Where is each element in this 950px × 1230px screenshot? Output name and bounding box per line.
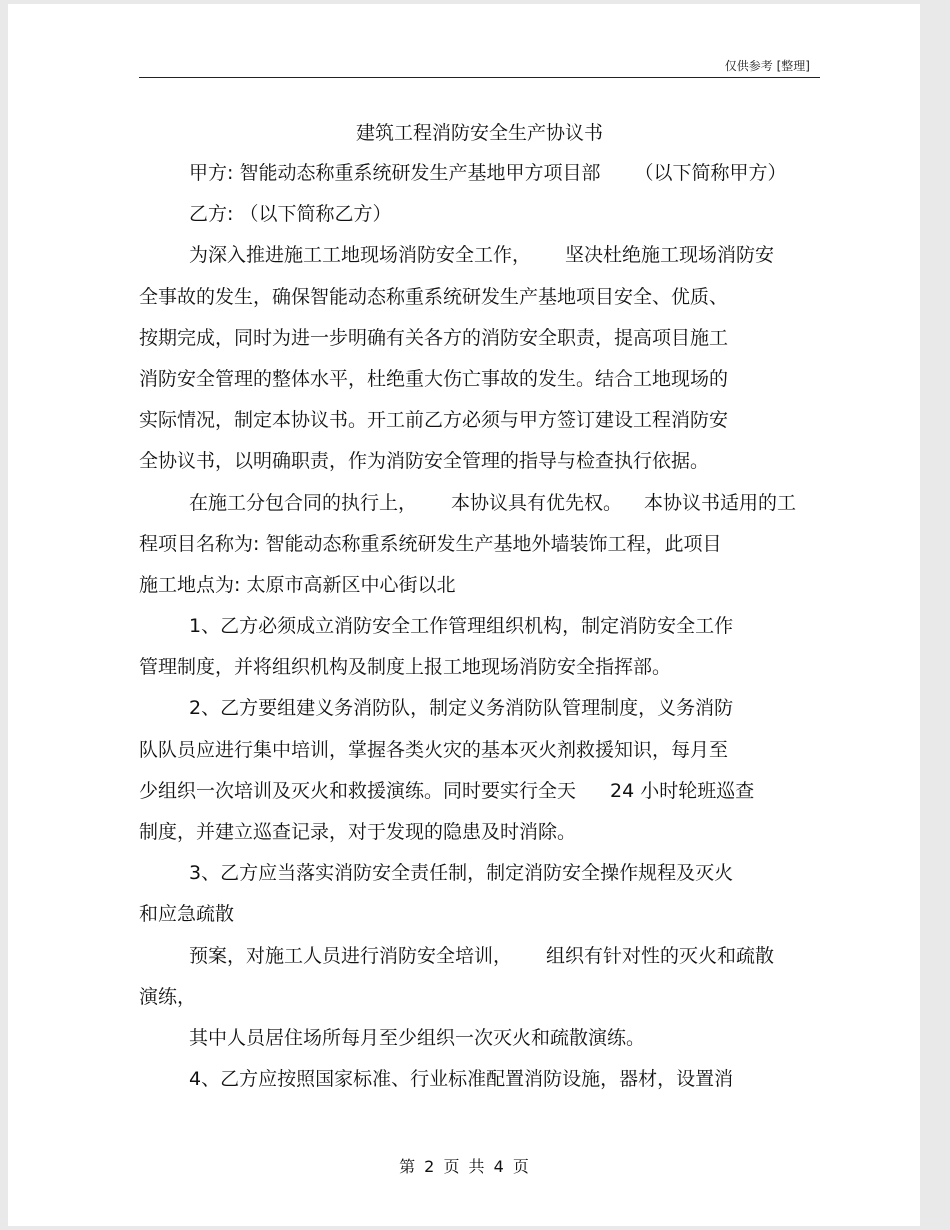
text-segment: 按期完成，同时为进一步明确有关各方的消防安全职责，提高项目施工 [139, 326, 729, 349]
text-segment: 4、乙方应按照国家标准、行业标准配置消防设施，器材，设置消 [189, 1068, 734, 1091]
header-note: 仅供参考 [724, 59, 773, 73]
text-line [139, 812, 820, 853]
text-line [139, 730, 820, 771]
text-line [139, 1018, 820, 1059]
text-segment: 在施工分包合同的执行上， [189, 491, 418, 514]
text-line [139, 771, 820, 812]
text-segment: 乙方: （以下简称乙方） [189, 203, 392, 226]
text-segment: 实际情况，制定本协议书。开工前乙方必须与甲方签订建设工程消防安 [139, 409, 729, 432]
text-segment: 演练， [139, 985, 197, 1008]
text-segment: （以下简称甲方） [634, 162, 787, 184]
text-segment: 坚决杜绝施工现场消防安 [565, 244, 775, 267]
text-line [139, 936, 820, 977]
text-line [139, 894, 820, 935]
text-line [139, 606, 820, 647]
text-segment: 本协议具有优先权。 [451, 491, 623, 514]
text-segment: 1、乙方必须成立消防安全工作管理组织机构，制定消防安全工作 [189, 615, 734, 638]
text-line [139, 647, 820, 688]
text-segment: 全协议书，以明确职责，作为消防安全管理的指导与检查执行依据。 [139, 450, 710, 473]
text-line [139, 483, 820, 524]
text-line [139, 359, 820, 400]
text-segment: 全事故的发生，确保智能动态称重系统研发生产基地项目安全、优质、 [139, 285, 729, 308]
document-title: 建筑工程消防安全生产协议书 [355, 122, 603, 144]
text-segment: 24 小时轮班巡查 [610, 779, 755, 802]
text-segment: 制度，并建立巡查记录，对于发现的隐患及时消除。 [139, 821, 577, 843]
page-footer: 第 2 页 共 4 页 [399, 1157, 529, 1176]
text-segment: 施工地点为: 太原市高新区中心街以北 [139, 573, 456, 596]
text-segment: 其中人员居住场所每月至少组织一次灭火和疏散演练。 [189, 1026, 646, 1049]
text-line [139, 688, 820, 729]
text-segment: 本协议书适用的工 [644, 491, 797, 514]
text-line [139, 318, 820, 359]
header-tag: [整理] [776, 59, 810, 73]
text-line [139, 235, 820, 276]
document-page [8, 4, 920, 1226]
text-segment: 和应急疏散 [139, 903, 235, 926]
text-line [139, 400, 820, 441]
text-segment: 2、乙方要组建义务消防队，制定义务消防队管理制度，义务消防 [189, 697, 734, 720]
document-paragraphs [139, 153, 820, 1100]
text-line [139, 1059, 820, 1100]
text-line [139, 194, 820, 235]
text-segment: 组织有针对性的灭火和疏散 [546, 944, 775, 967]
text-line [139, 277, 820, 318]
text-segment: 预案，对施工人员进行消防安全培训， [189, 944, 513, 967]
text-line [139, 565, 820, 606]
text-segment: 3、乙方应当落实消防安全责任制，制定消防安全操作规程及灭火 [189, 862, 734, 885]
document-body [139, 113, 820, 1100]
text-line [139, 977, 820, 1018]
text-segment: 消防安全管理的整体水平，杜绝重大伤亡事故的发生。结合工地现场的 [139, 367, 729, 390]
text-segment: 管理制度，并将组织机构及制度上报工地现场消防安全指挥部。 [139, 656, 672, 679]
text-segment: 甲方: 智能动态称重系统研发生产基地甲方项目部 [189, 162, 601, 184]
text-segment: 为深入推进施工工地现场消防安全工作， [189, 244, 532, 267]
text-line [139, 853, 820, 894]
text-segment: 队队员应进行集中培训，掌握各类火灾的基本灭火剂救援知识，每月至 [139, 738, 729, 761]
page-header [725, 57, 810, 74]
text-segment: 程项目名称为: 智能动态称重系统研发生产基地外墙装饰工程，此项目 [139, 532, 722, 555]
text-line [139, 524, 820, 565]
text-segment: 少组织一次培训及灭火和救援演练。同时要实行全天 [139, 779, 577, 802]
header-rule [139, 77, 820, 78]
text-line [139, 153, 820, 194]
text-line [139, 441, 820, 482]
